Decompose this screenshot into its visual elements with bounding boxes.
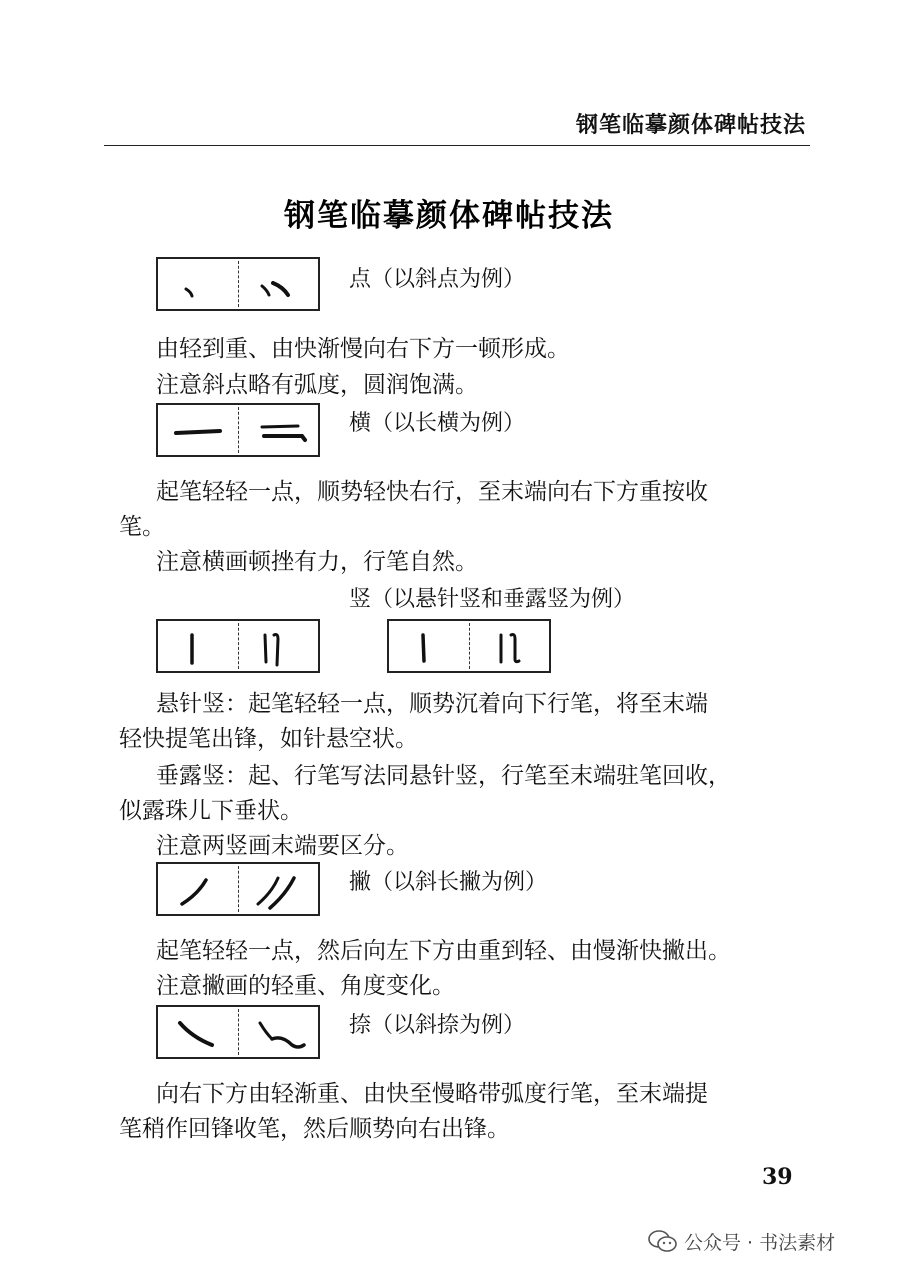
pie-text-line: 起笔轻轻一点，然后向左下方由重到轻、由慢渐快撇出。 <box>156 938 731 964</box>
heng-label: 横（以长横为例） <box>349 411 526 436</box>
running-head: 钢笔临摹颜体碑帖技法 <box>575 113 806 138</box>
page-number: 39 <box>762 1164 793 1190</box>
shu-text-line: 垂露竖：起、行笔写法同悬针竖，行笔至末端驻笔回收， <box>156 763 731 789</box>
shu-text-line: 注意两竖画末端要区分。 <box>156 833 409 859</box>
na-stroke-box <box>156 1005 320 1059</box>
na-text-line: 向右下方由轻渐重、由快至慢略带弧度行笔，至末端提 <box>156 1081 708 1107</box>
na-stroke-drawing <box>158 1007 322 1061</box>
na-text-line: 笔稍作回锋收笔，然后顺势向右出锋。 <box>119 1116 510 1142</box>
dian-text-line: 由轻到重、由快渐慢向右下方一顿形成。 <box>156 336 570 362</box>
na-label: 捺（以斜捺为例） <box>349 1013 526 1038</box>
xuanzhen-shu-stroke-box <box>156 619 320 673</box>
shu-text-line: 似露珠儿下垂状。 <box>119 798 303 824</box>
chuilu-shu-drawing <box>389 621 553 675</box>
heng-text-line: 注意横画顿挫有力，行笔自然。 <box>156 549 478 575</box>
heng-stroke-drawing <box>158 405 322 459</box>
wechat-icon <box>648 1229 678 1255</box>
dian-label: 点（以斜点为例） <box>349 267 526 292</box>
pie-label: 撇（以斜长撇为例） <box>349 870 548 895</box>
shu-text-line: 悬针竖：起笔轻轻一点，顺势沉着向下行笔，将至末端 <box>156 691 708 717</box>
xuanzhen-shu-drawing <box>158 621 322 675</box>
pie-stroke-drawing <box>158 864 322 918</box>
heng-stroke-box <box>156 403 320 457</box>
heng-text-line: 起笔轻轻一点，顺势轻快右行，至末端向右下方重按收 <box>156 479 708 505</box>
watermark-text: 公众号 · 书法素材 <box>684 1232 836 1254</box>
watermark <box>648 1228 835 1255</box>
dian-text-line: 注意斜点略有弧度，圆润饱满。 <box>156 372 478 398</box>
page-title: 钢笔临摹颜体碑帖技法 <box>284 198 614 234</box>
chuilu-shu-stroke-box <box>387 619 551 673</box>
dian-stroke-box <box>156 257 320 311</box>
heng-text-line: 笔。 <box>119 514 165 540</box>
pie-stroke-box <box>156 862 320 916</box>
shu-text-line: 轻快提笔出锋，如针悬空状。 <box>119 726 418 752</box>
shu-label: 竖（以悬针竖和垂露竖为例） <box>349 587 636 612</box>
header-rule <box>104 145 810 146</box>
dian-stroke-drawing <box>158 259 322 313</box>
pie-text-line: 注意撇画的轻重、角度变化。 <box>156 973 455 999</box>
